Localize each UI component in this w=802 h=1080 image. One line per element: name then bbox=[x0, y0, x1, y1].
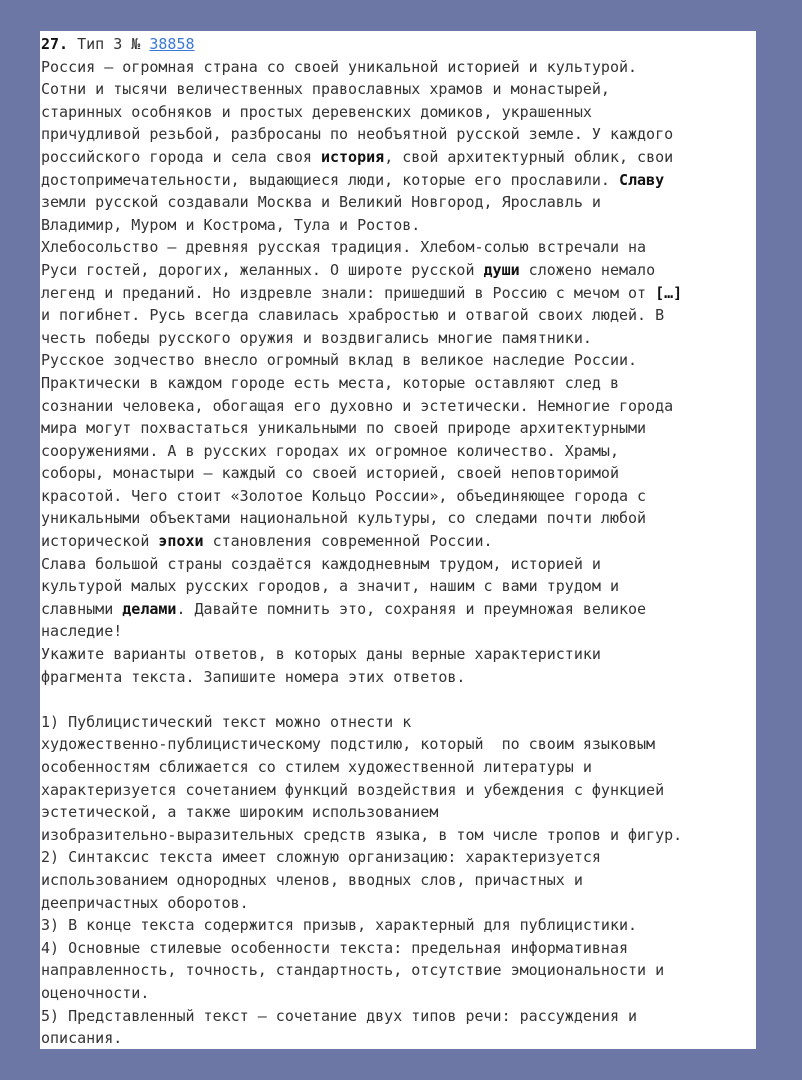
text-segment: Руси гостей, дорогих, желанных. О широте русской bbox=[41, 260, 484, 279]
text-line bbox=[41, 327, 756, 350]
text-line bbox=[41, 101, 756, 124]
text-segment: славными bbox=[41, 599, 123, 618]
text-segment: Россия — огромная страна со своей уникальной историей и культурой. bbox=[41, 57, 638, 76]
text-line bbox=[41, 78, 756, 101]
text-line bbox=[41, 733, 756, 756]
text-line bbox=[41, 146, 756, 169]
text-line bbox=[41, 959, 756, 982]
text-segment: исторической bbox=[41, 532, 159, 551]
highlighted-word: Славу bbox=[618, 170, 665, 189]
text-line bbox=[41, 892, 756, 915]
text-segment: Хлебосольство — древняя русская традиция. Хлебом-солью встречали на bbox=[41, 238, 647, 257]
text-segment: сознании человека, обогащая его духовно и эстетически. Немногие города bbox=[41, 396, 674, 415]
text-segment: Сотни и тысячи величественных православных храмов и монастырей, bbox=[41, 80, 610, 99]
text-line bbox=[41, 779, 756, 802]
text-line bbox=[41, 914, 756, 937]
text-line bbox=[41, 553, 756, 576]
text-line bbox=[41, 56, 756, 79]
text-segment: соборы, монастыри — каждый со своей историей, своей неповторимой bbox=[41, 464, 619, 483]
text-line bbox=[41, 620, 756, 643]
text-segment: 5) Представленный текст — сочетание двух типов речи: рассуждения и bbox=[41, 1006, 638, 1025]
text-segment: направленность, точность, стандартность, отсутствие эмоциональности и bbox=[41, 961, 665, 980]
text-segment: сооружениями. А в русских городах их огромное количество. Храмы, bbox=[41, 441, 619, 460]
text-line bbox=[41, 937, 756, 960]
text-segment: особенностям сближается со стилем художественной литературы и bbox=[41, 758, 592, 776]
text-segment: Практически в каждом городе есть места, которые оставляют след в bbox=[41, 373, 619, 392]
text-segment: Русское зодчество внесло огромный вклад в великое наследие России. bbox=[41, 351, 638, 370]
text-segment: честь победы русского оружия и воздвигались многие памятники. bbox=[41, 328, 592, 347]
text-line bbox=[41, 1005, 756, 1028]
text-segment: эстетической, а также широким использованием bbox=[41, 803, 439, 822]
text-segment: легенд и преданий. Но издревле знали: пришедший в Россию с мечом от bbox=[41, 283, 656, 302]
text-line bbox=[41, 507, 756, 530]
text-line bbox=[41, 756, 756, 779]
text-segment: Владимир, Муром и Кострома, Тула и Ростов. bbox=[41, 215, 421, 234]
text-line bbox=[41, 259, 756, 282]
highlighted-word: […] bbox=[655, 283, 683, 302]
text-segment: красотой. Чего стоит «Золотое Кольцо России», объединяющее города с bbox=[41, 486, 647, 505]
text-segment: Укажите варианты ответов, в которых даны верные характеристики bbox=[41, 645, 601, 664]
text-segment: сложено немало bbox=[519, 260, 656, 279]
text-segment: уникальными объектами национальной культуры, со следами почти любой bbox=[41, 509, 647, 528]
highlighted-word: история bbox=[320, 147, 385, 166]
text-segment: художественно-публицистическому подстилю, который по своим языковым bbox=[41, 735, 656, 754]
text-segment: причудливой резьбой, разбросаны по необъятной русской земле. У каждого bbox=[41, 125, 674, 144]
task-type-label: Тип 3 № bbox=[77, 35, 141, 53]
text-segment: оценочности. bbox=[41, 983, 150, 1002]
text-segment: 1) Публицистический текст можно отнести к bbox=[41, 712, 412, 731]
highlighted-word: делами bbox=[122, 599, 177, 618]
text-line bbox=[41, 236, 756, 259]
text-segment: , свой архитектурный облик, свои bbox=[384, 147, 674, 166]
text-line bbox=[41, 214, 756, 237]
text-line bbox=[41, 982, 756, 1005]
task-document bbox=[40, 31, 756, 1049]
text-line bbox=[41, 688, 756, 711]
highlighted-word: эпохи bbox=[158, 532, 204, 551]
text-line bbox=[41, 530, 756, 553]
text-segment: мира могут похвастаться уникальными по своей природе архитектурными bbox=[41, 419, 647, 438]
text-line bbox=[41, 123, 756, 146]
text-line bbox=[41, 372, 756, 395]
text-segment: становления современной России. bbox=[203, 532, 493, 551]
text-segment: российского города и села своя bbox=[41, 147, 321, 166]
text-line bbox=[41, 485, 756, 508]
text-segment: культурой малых русских городов, а значит, нашим с вами трудом и bbox=[41, 577, 619, 596]
text-segment: и погибнет. Русь всегда славилась храбростью и отвагой своих людей. В bbox=[41, 306, 665, 325]
text-line bbox=[41, 1027, 756, 1049]
text-segment: фрагмента текста. Запишите номера этих ответов. bbox=[41, 667, 466, 686]
highlighted-word: души bbox=[483, 260, 520, 279]
text-line bbox=[41, 304, 756, 327]
text-line bbox=[41, 395, 756, 418]
text-line bbox=[41, 824, 756, 847]
text-segment: изобразительно-выразительных средств языка, в том числе тропов и фигур. bbox=[41, 825, 683, 844]
text-line bbox=[41, 846, 756, 869]
text-segment: Слава большой страны создаётся каждодневным трудом, историей и bbox=[41, 554, 601, 573]
task-id-link[interactable]: 38858 bbox=[149, 35, 195, 53]
text-segment: достопримечательности, выдающиеся люди, которые его прославили. bbox=[41, 170, 619, 189]
text-line bbox=[41, 869, 756, 892]
text-line bbox=[41, 349, 756, 372]
text-segment: 2) Синтаксис текста имеет сложную организацию: характеризуется bbox=[41, 848, 601, 867]
text-segment: описания. bbox=[41, 1029, 123, 1048]
text-segment: старинных особняков и простых деревенских домиков, украшенных bbox=[41, 102, 592, 121]
text-line bbox=[41, 801, 756, 824]
text-segment: 4) Основные стилевые особенности текста: предельная информативная bbox=[41, 938, 628, 957]
text-segment: деепричастных оборотов. bbox=[41, 893, 249, 912]
task-text bbox=[41, 56, 756, 1049]
text-line bbox=[41, 191, 756, 214]
text-line bbox=[41, 575, 756, 598]
text-segment: характеризуется сочетанием функций воздействия и убеждения с функцией bbox=[41, 780, 665, 799]
text-line bbox=[41, 711, 756, 734]
text-line bbox=[41, 169, 756, 192]
task-header bbox=[41, 33, 756, 56]
text-line bbox=[41, 666, 756, 689]
text-line bbox=[41, 643, 756, 666]
text-line bbox=[41, 462, 756, 485]
text-segment: земли русской создавали Москва и Великий Новгород, Ярославль и bbox=[41, 193, 601, 212]
text-segment: 3) В конце текста содержится призыв, характерный для публицистики. bbox=[41, 916, 638, 935]
task-number: 27. bbox=[41, 35, 69, 53]
text-segment: использованием однородных членов, вводных слов, причастных и bbox=[41, 870, 583, 889]
text-line bbox=[41, 417, 756, 440]
text-segment: . Давайте помнить это, сохраняя и преумножая великое bbox=[176, 599, 647, 618]
text-segment: наследие! bbox=[41, 622, 123, 641]
text-line bbox=[41, 282, 756, 305]
text-line bbox=[41, 598, 756, 621]
text-line bbox=[41, 440, 756, 463]
